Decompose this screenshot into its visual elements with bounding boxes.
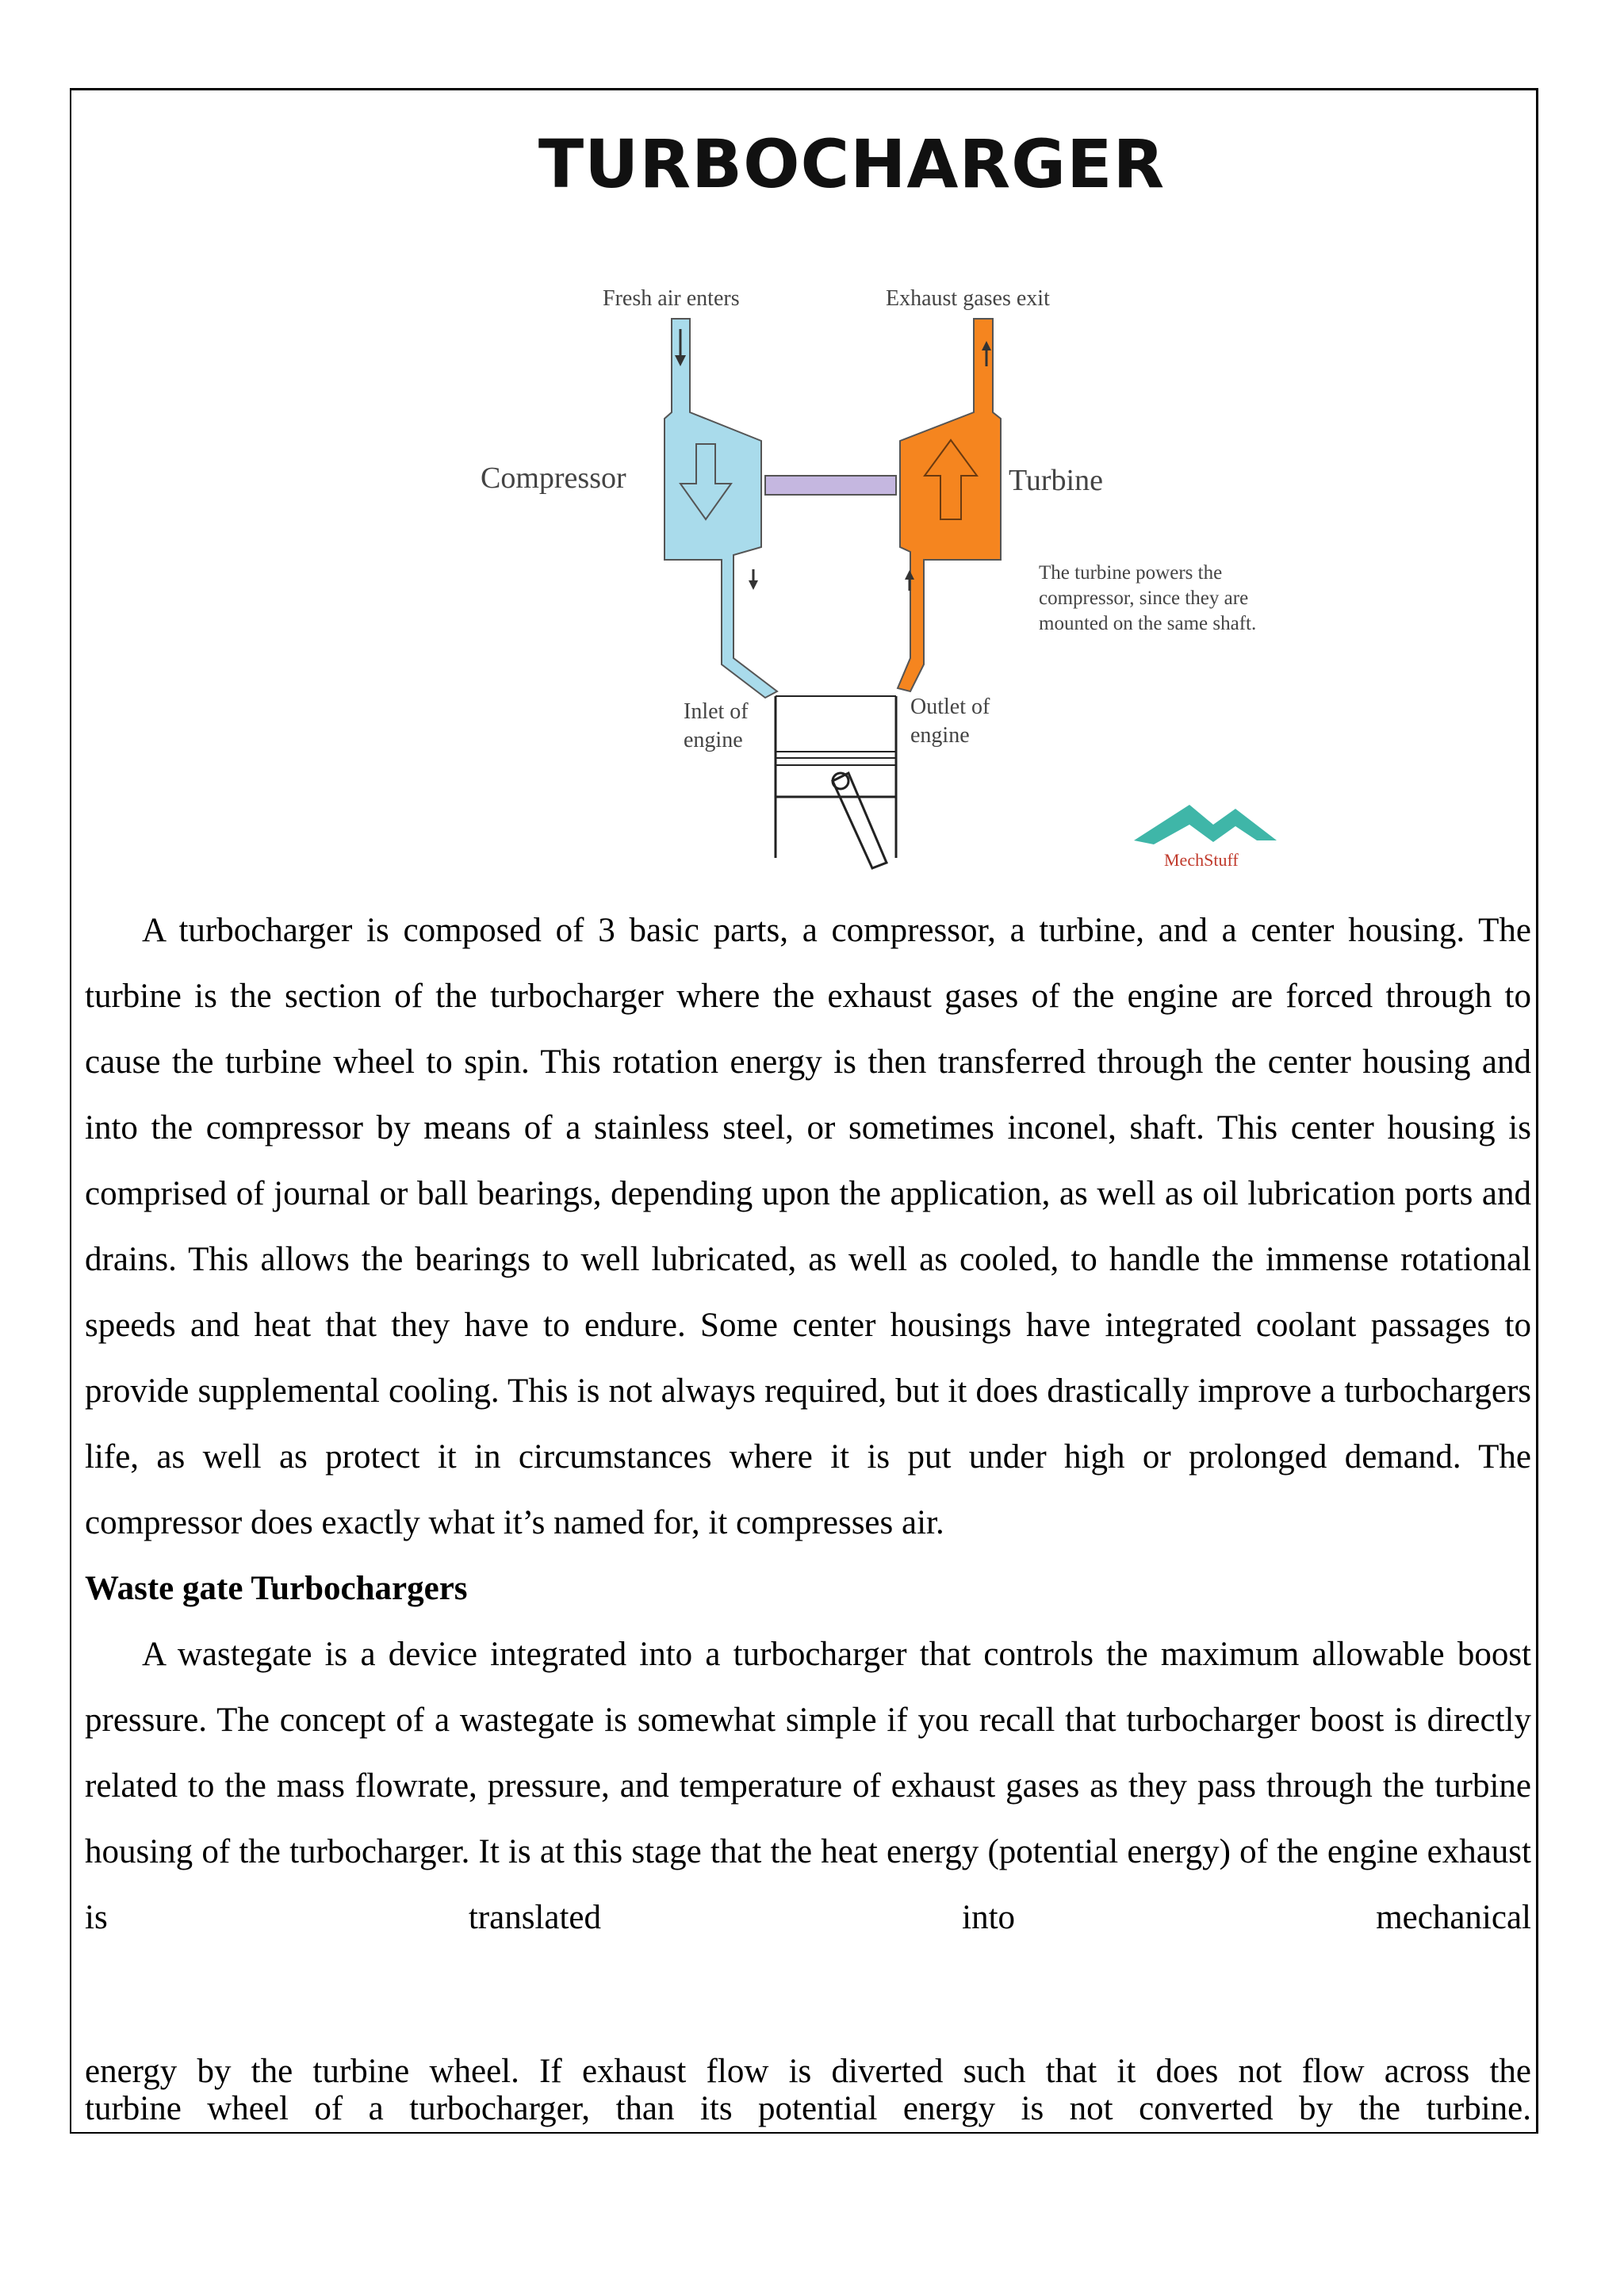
paragraph-turbocharger-parts: A turbocharger is composed of 3 basic parts, a compressor, a turbine, and a center housing. The turbine is the section of the turbocharger where the exhaust gases of the engine are forced through to cause the turbine wheel to spin. This rotation energy is then transferred through the center housing and into the compressor by means of a stainless steel, or sometimes inconel, shaft. This center housing is comprised of journal or ball bearings, depending upon the application, as well as oil lubrication ports and drains. This allows the bearings to well lubricated, as well as cooled, to handle the immense rotational speeds and heat that they have to endure. Some center housings have integrated coolant passages to provide supplemental cooling. This is not always required, but it does drastically improve a turbochargers life, as well as protect it in circumstances where it is put under high or prolonged demand. The compressor does exactly what it’s named for, it compresses air. [85, 912, 1531, 1541]
connecting-rod [833, 773, 887, 868]
compressor-label: Compressor [481, 461, 626, 495]
mechstuff-logo [1134, 805, 1277, 870]
inlet-down-arrow-icon [749, 569, 758, 590]
tail-line-2: turbine wheel of a turbocharger, than its potential energy is not converted by the turbine. [85, 2090, 1531, 2127]
note-line-2: compressor, since they are [1039, 588, 1249, 609]
turbine-label: Turbine [1009, 464, 1103, 497]
tail-line-1: energy by the turbine wheel. If exhaust flow is diverted such that it does not flow across the [85, 2053, 1531, 2090]
article-tail [85, 2053, 1531, 2127]
page-title: TURBOCHARGER [538, 125, 1166, 203]
inlet-label-line-1: Inlet of [684, 699, 749, 724]
exhaust-label: Exhaust gases exit [886, 286, 1050, 311]
note-line-3: mounted on the same shaft. [1039, 613, 1257, 634]
note-line-1: The turbine powers the [1039, 562, 1223, 584]
section-heading: Waste gate Turbochargers [85, 1570, 468, 1607]
compressor-housing [665, 319, 777, 698]
outlet-label-line-1: Outlet of [910, 695, 990, 719]
turbine-housing [898, 319, 1001, 691]
paragraph-wastegate: A wastegate is a device integrated into a turbocharger that controls the maximum allowable boost pressure. The concept of a wastegate is somewhat simple if you recall that turbocharger boost is directly related to the mass flowrate, pressure, and temperature of exhaust gases as they pass through the turbine housing of the turbocharger. It is at this stage that the heat energy (potential energy) of the engine exhaust is translated into mechanical [85, 1636, 1531, 1936]
shaft [765, 476, 896, 495]
inlet-label-line-2: engine [684, 728, 743, 752]
turbocharger-diagram [444, 270, 1332, 880]
engine-cylinder [776, 696, 896, 868]
logo-text: MechStuff [1164, 850, 1239, 870]
outlet-label-line-2: engine [910, 723, 970, 748]
article-body [85, 898, 1531, 1950]
fresh-air-label: Fresh air enters [603, 286, 740, 311]
